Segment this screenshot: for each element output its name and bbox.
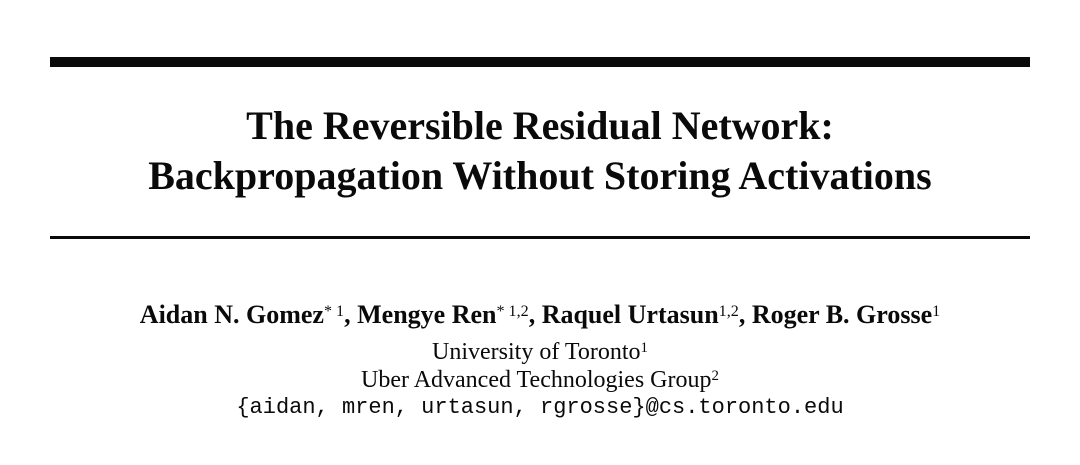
author-separator-2: , [738, 300, 752, 329]
author-superscript-0: * 1 [323, 302, 345, 320]
affiliation-university [0, 338, 1080, 366]
author-name-2: Raquel Urtasun [541, 300, 719, 329]
author-separator-1: , [528, 300, 542, 329]
author-superscript-3: 1 [932, 302, 941, 320]
title-separator-rule [50, 236, 1030, 239]
affiliation-uber [0, 366, 1080, 394]
affiliation-text-0: University of Toronto [432, 339, 641, 365]
author-superscript-2: 1,2 [718, 302, 739, 320]
affiliation-superscript-0: 1 [640, 340, 648, 357]
top-rule [50, 57, 1030, 67]
affiliation-text-1: Uber Advanced Technologies Group [361, 367, 712, 393]
author-separator-0: , [344, 300, 358, 329]
author-name-3: Roger B. Grosse [751, 300, 933, 329]
paper-title-line-2: Backpropagation Without Storing Activations [148, 153, 932, 198]
author-superscript-1: * 1,2 [496, 302, 529, 320]
author-line [0, 299, 1080, 331]
paper-title [0, 101, 1080, 201]
paper-title-line-1: The Reversible Residual Network: [246, 103, 834, 148]
author-name-0: Aidan N. Gomez [139, 300, 324, 329]
email-line: {aidan, mren, urtasun, rgrosse}@cs.toronto.edu [236, 395, 844, 420]
author-name-1: Mengye Ren [357, 300, 497, 329]
affiliation-superscript-1: 2 [711, 368, 719, 385]
